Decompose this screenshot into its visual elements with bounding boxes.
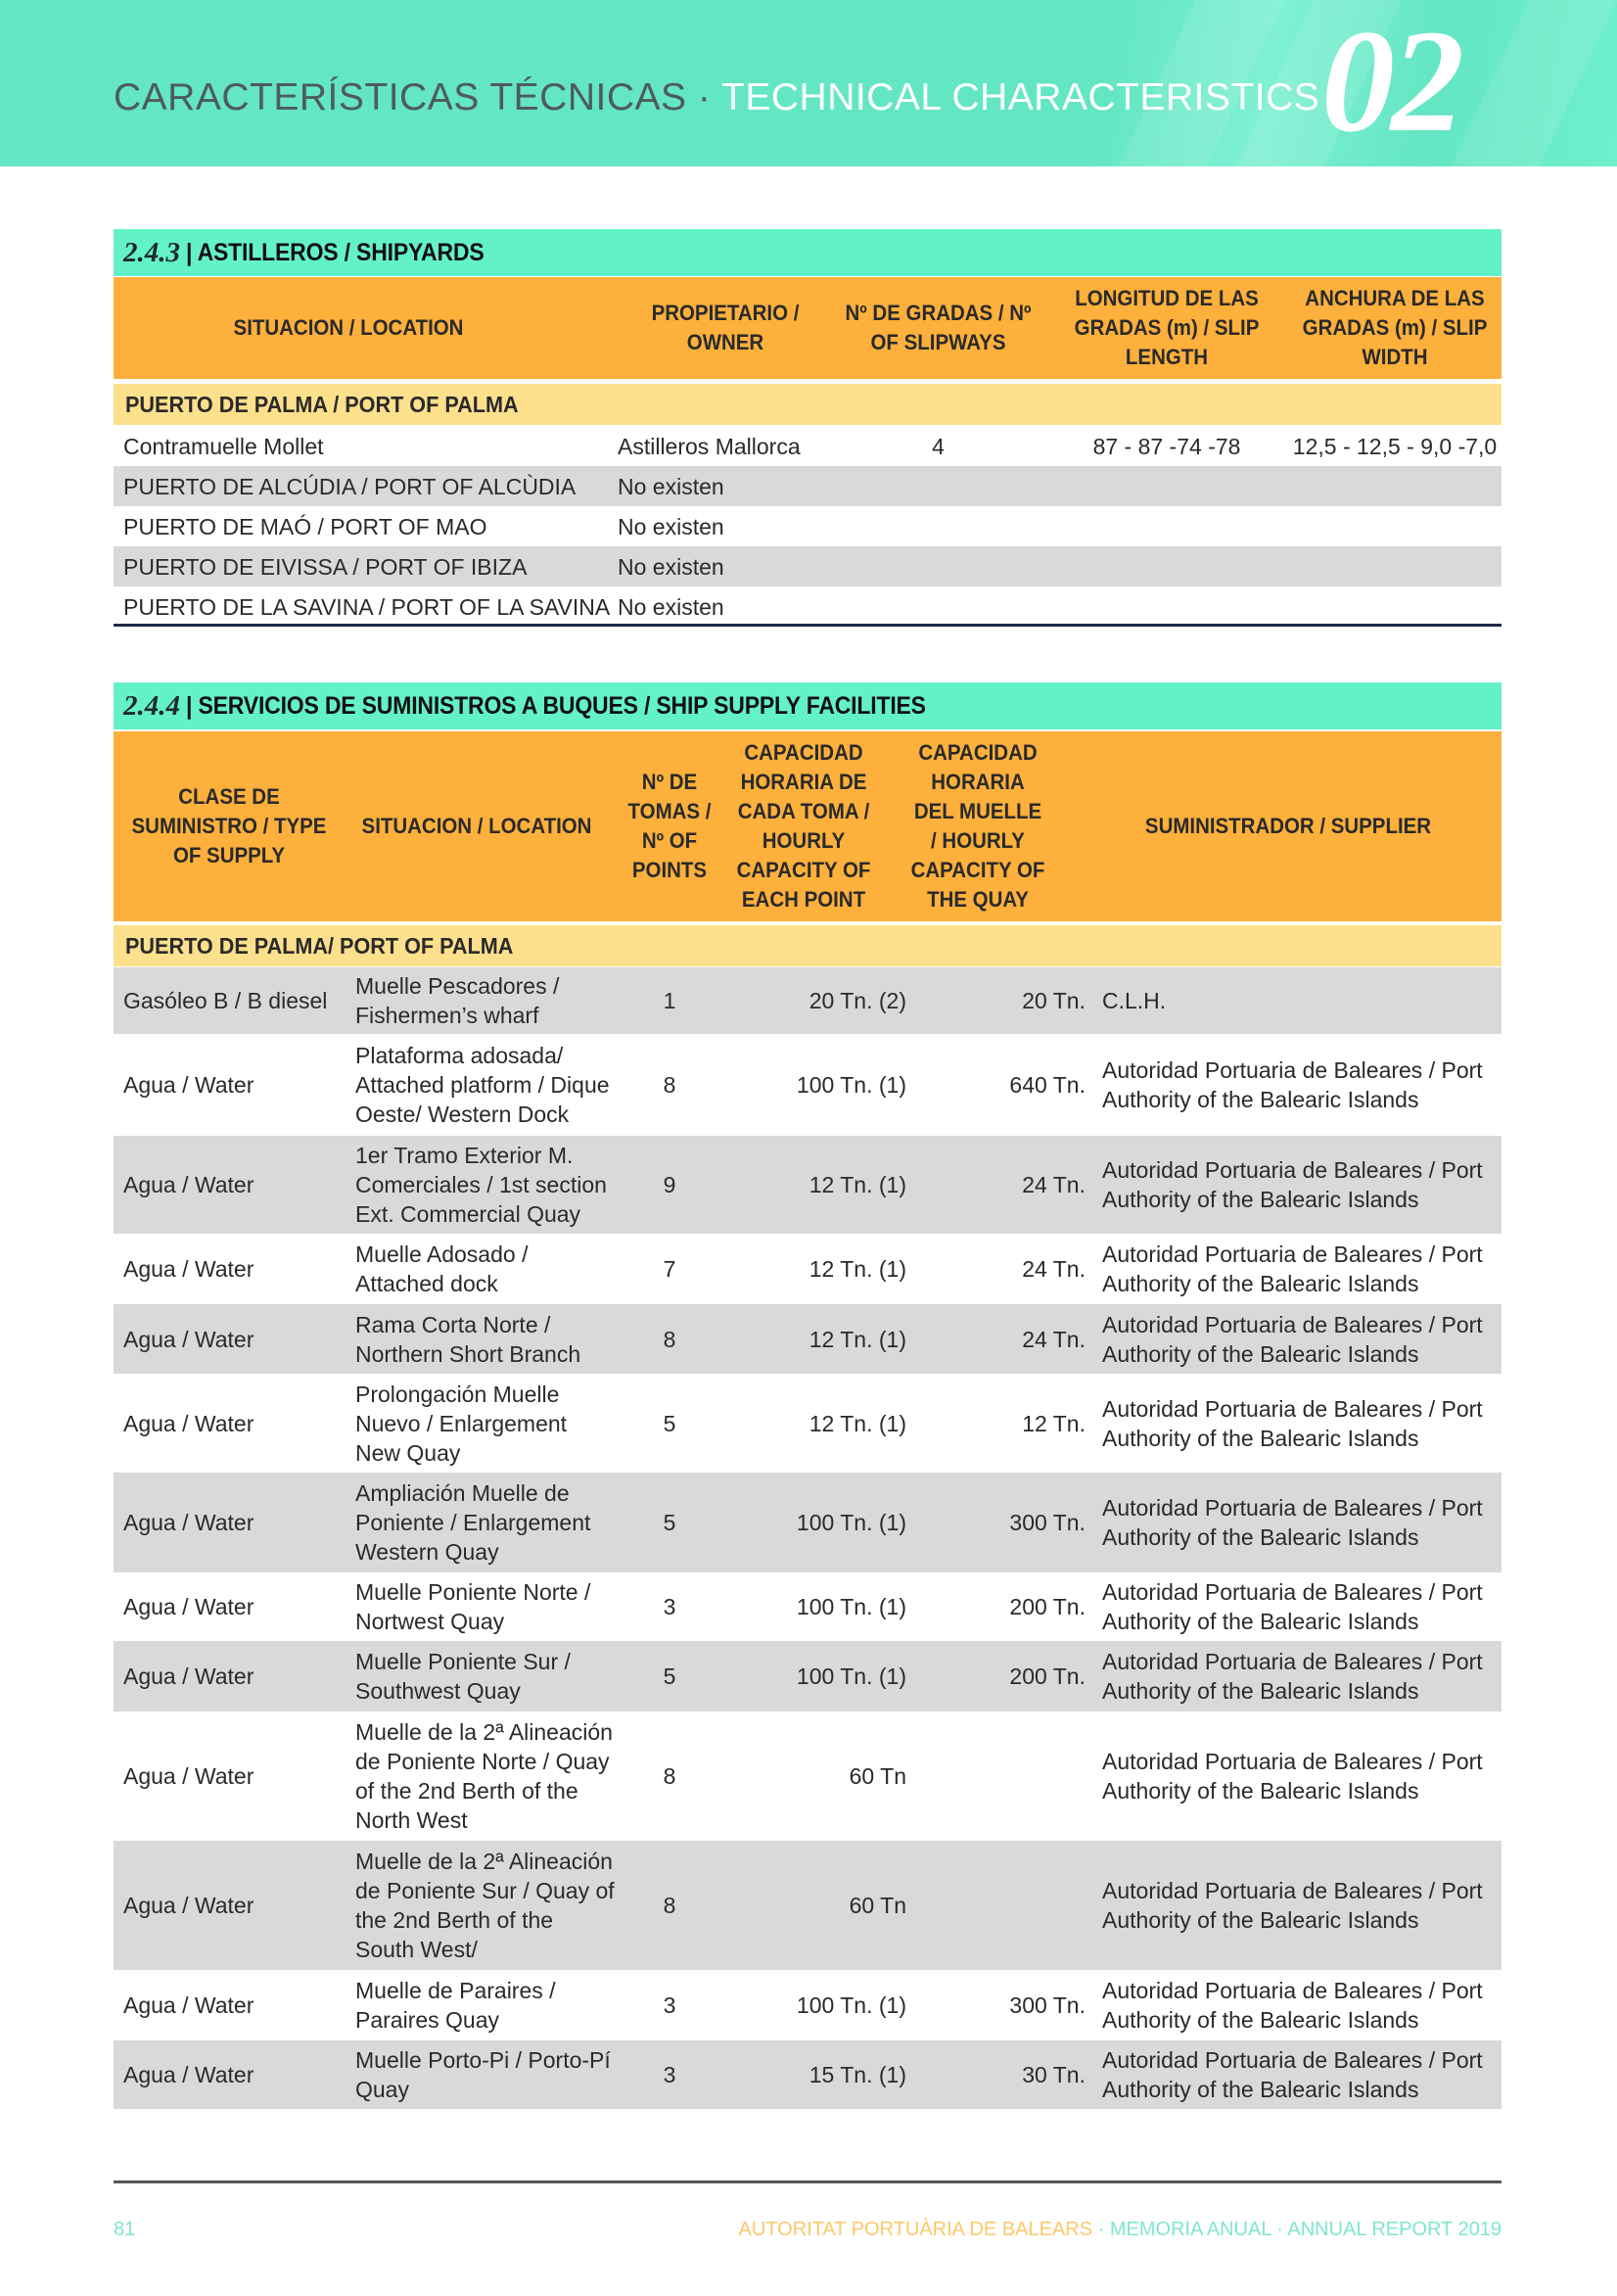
cell-location: 1er Tramo Exterior M. Comerciales / 1st section Ext. Commercial Quay [355,1143,607,1227]
cell-width [1284,546,1505,586]
cell-location: Muelle de la 2ª Alineación de Poniente Norte / Quay of the 2nd Berth of the North West [355,1719,613,1833]
table-row [114,967,1502,1034]
col-header-point-capacity: CAPACIDAD HORARIA DE CADA TOMA / HOURLY CAPACITY OF EACH POINT [736,740,871,912]
table-row [114,2040,1502,2109]
cell-location: Ampliación Muelle de Poniente / Enlargement Western Quay [355,1480,591,1565]
cell-quay-capacity: 24 Tn. [1022,1256,1086,1282]
cell-points: 5 [663,1510,676,1535]
cell-type: Agua / Water [123,1256,254,1282]
cell-quay-capacity: 20 Tn. [1022,988,1086,1013]
cell-location: PUERTO DE ALCÚDIA / PORT OF ALCÙDIA [123,473,577,499]
cell-point-capacity: 60 Tn [849,1763,906,1789]
table-row [114,1711,1502,1841]
cell-supplier: Autoridad Portuaria de Baleares / Port Authority of the Balearic Islands [1102,1649,1483,1704]
cell-owner: Astilleros Mallorca [618,433,801,459]
table-row [114,1572,1502,1641]
cell-width [1284,586,1505,627]
port-group-label: PUERTO DE PALMA / PORT OF PALMA [125,391,519,417]
cell-points: 3 [663,2062,676,2087]
cell-type: Agua / Water [123,1992,254,2018]
cell-type: Agua / Water [123,1410,254,1436]
table-row [114,1136,1502,1234]
cell-type: Agua / Water [123,1763,254,1789]
cell-location: Contramuelle Mollet [123,433,324,459]
cell-slipways [833,546,1043,586]
cell-point-capacity: 100 Tn. (1) [796,1992,906,2018]
cell-owner: No existen [618,593,724,620]
cell-point-capacity: 60 Tn [849,1893,906,1918]
cell-points: 7 [663,1256,676,1282]
cell-points: 8 [663,1893,676,1918]
col-header-slip-width: ANCHURA DE LAS GRADAS (m) / SLIP WIDTH [1302,286,1488,369]
cell-supplier: Autoridad Portuaria de Baleares / Port Authority of the Balearic Islands [1102,1395,1483,1451]
col-header-type: CLASE DE SUMINISTRO / TYPE OF SUPPLY [131,784,327,867]
cell-point-capacity: 100 Tn. (1) [796,1072,906,1098]
cell-owner: No existen [618,553,724,580]
cell-point-capacity: 12 Tn. (1) [808,1410,906,1436]
cell-slipways [833,466,1043,506]
port-group-palma [114,925,1502,966]
cell-slipways: 4 [932,433,945,459]
cell-supplier: Autoridad Portuaria de Baleares / Port Authority of the Balearic Islands [1102,1057,1483,1112]
cell-location: Muelle Poniente Sur / Southwest Quay [355,1649,571,1704]
title-separator: · [697,76,712,118]
cell-length [1051,506,1282,546]
table-row [114,1473,1502,1572]
shipyards-table-header [114,277,1502,379]
table-row [114,1374,1502,1473]
cell-width [1284,466,1505,506]
table-row [114,1304,1502,1374]
cell-points: 5 [663,1410,676,1436]
col-header-supplier: SUMINISTRADOR / SUPPLIER [1144,814,1432,838]
cell-supplier: Autoridad Portuaria de Baleares / Port Authority of the Balearic Islands [1102,1495,1483,1550]
cell-point-capacity: 100 Tn. (1) [796,1594,906,1619]
cell-length [1051,466,1282,506]
table-row [114,506,1502,546]
cell-supplier: Autoridad Portuaria de Baleares / Port Authority of the Balearic Islands [1102,1978,1483,2033]
cell-points: 3 [663,1992,676,2018]
cell-points: 1 [663,988,676,1013]
cell-supplier: Autoridad Portuaria de Baleares / Port Authority of the Balearic Islands [1102,1579,1483,1634]
section-title: | SERVICIOS DE SUMINISTROS A BUQUES / SHIP SUPPLY FACILITIES [186,691,926,720]
cell-location: Muelle de la 2ª Alineación de Poniente Sur / Quay of the 2nd Berth of the South West/ [355,1849,615,1962]
cell-quay-capacity [941,1841,1086,1970]
cell-slipways [833,586,1043,627]
col-header-slipways: Nº DE GRADAS / Nº OF SLIPWAYS [845,301,1032,354]
cell-type: Agua / Water [123,1663,254,1689]
cell-quay-capacity: 200 Tn. [1009,1663,1086,1689]
cell-supplier: Autoridad Portuaria de Baleares / Port Authority of the Balearic Islands [1102,1242,1483,1296]
table-row [114,1970,1502,2040]
cell-point-capacity: 100 Tn. (1) [796,1510,906,1535]
cell-supplier: Autoridad Portuaria de Baleares / Port Authority of the Balearic Islands [1102,1749,1483,1804]
cell-quay-capacity: 300 Tn. [1009,1510,1086,1535]
cell-type: Agua / Water [123,1510,254,1535]
cell-point-capacity: 20 Tn. (2) [808,988,906,1013]
chapter-number: 02 [1321,0,1460,163]
supply-table-header [114,731,1502,921]
cell-quay-capacity: 30 Tn. [1022,2062,1086,2087]
footer-org: AUTORITAT PORTUÀRIA DE BALEARS [738,2219,1093,2240]
cell-supplier: C.L.H. [1102,988,1167,1013]
page-title [114,76,1319,119]
cell-points: 8 [663,1072,676,1098]
section-number: 2.4.3 [123,236,180,268]
cell-quay-capacity: 200 Tn. [1009,1594,1086,1619]
footer-text [621,2219,1502,2241]
col-header-location: SITUACION / LOCATION [361,814,592,838]
cell-type: Agua / Water [123,1326,254,1352]
cell-supplier: Autoridad Portuaria de Baleares / Port Authority of the Balearic Islands [1102,2047,1483,2102]
cell-points: 8 [663,1326,676,1352]
cell-location: PUERTO DE LA SAVINA / PORT OF LA SAVINA [123,593,611,620]
cell-quay-capacity [941,1711,1086,1841]
table-row [114,1841,1502,1970]
cell-type: Agua / Water [123,1172,254,1197]
cell-type: Agua / Water [123,2062,254,2087]
cell-length [1051,546,1282,586]
col-header-location: SITUACION / LOCATION [233,315,464,340]
section-title: | ASTILLEROS / SHIPYARDS [186,238,485,266]
port-group-palma [114,384,1502,425]
cell-supplier: Autoridad Portuaria de Baleares / Port Authority of the Balearic Islands [1102,1878,1483,1933]
col-header-points: Nº DE TOMAS / Nº OF POINTS [627,770,712,882]
cell-owner: No existen [618,513,724,539]
cell-owner: No existen [618,473,724,499]
col-header-slip-length: LONGITUD DE LAS GRADAS (m) / SLIP LENGTH [1074,286,1260,369]
cell-length [1051,586,1282,627]
section-title-shipyards [114,229,1502,276]
section-number: 2.4.4 [123,689,180,722]
footer-rule [114,2180,1502,2183]
cell-quay-capacity: 24 Tn. [1022,1326,1086,1352]
cell-location: Muelle Poniente Norte / Nortwest Quay [355,1579,591,1634]
cell-point-capacity: 12 Tn. (1) [808,1256,906,1282]
cell-point-capacity: 12 Tn. (1) [808,1326,906,1352]
table-row [114,546,1502,586]
cell-location: Plataforma adosada/ Attached platform / Dique Oeste/ Western Dock [355,1043,610,1127]
cell-type: Agua / Water [123,1072,254,1098]
cell-location: Muelle Adosado / Attached dock [355,1242,529,1296]
header-band [0,0,1617,166]
table-row [114,1234,1502,1304]
table-row [114,426,1502,466]
cell-type: Agua / Water [123,1594,254,1619]
table-row [114,466,1502,506]
cell-location: Muelle Porto-Pi / Porto-Pí Quay [355,2047,611,2102]
page-number: 81 [114,2219,136,2240]
cell-quay-capacity: 24 Tn. [1022,1172,1086,1197]
cell-supplier: Autoridad Portuaria de Baleares / Port Authority of the Balearic Islands [1102,1157,1483,1212]
cell-quay-capacity: 300 Tn. [1009,1992,1086,2018]
cell-slipways [833,506,1043,546]
cell-location: Muelle de Paraires / Paraires Quay [355,1978,556,2033]
cell-quay-capacity: 640 Tn. [1009,1072,1086,1098]
cell-location: Rama Corta Norte / Northern Short Branch [355,1311,581,1367]
col-header-quay-capacity: CAPACIDAD HORARIA DEL MUELLE / HOURLY CAPACITY OF THE QUAY [910,740,1045,912]
table-row [114,1036,1502,1134]
cell-location: PUERTO DE EIVISSA / PORT OF IBIZA [123,553,528,580]
cell-type: Gasóleo B / B diesel [123,988,328,1013]
cell-location: Muelle Pescadores / Fishermen’s wharf [355,973,560,1028]
cell-points: 8 [663,1763,676,1789]
port-group-label: PUERTO DE PALMA/ PORT OF PALMA [125,932,514,959]
section-title-supply [114,682,1502,729]
cell-point-capacity: 12 Tn. (1) [808,1172,906,1197]
cell-supplier: Autoridad Portuaria de Baleares / Port Authority of the Balearic Islands [1102,1311,1483,1367]
table-row [114,586,1502,627]
cell-points: 3 [663,1594,676,1619]
cell-point-capacity: 100 Tn. (1) [796,1663,906,1689]
page-title-es: CARACTERÍSTICAS TÉCNICAS [114,76,687,118]
cell-length: 87 - 87 -74 -78 [1092,433,1241,459]
footer-report: · MEMORIA ANUAL · ANNUAL REPORT 2019 [1097,2219,1502,2240]
page-title-en: TECHNICAL CHARACTERISTICS [721,76,1320,118]
cell-point-capacity: 15 Tn. (1) [808,2062,906,2087]
cell-width [1284,506,1505,546]
cell-points: 5 [663,1663,676,1689]
cell-width: 12,5 - 12,5 - 9,0 -7,0 [1292,433,1498,459]
col-header-owner: PROPIETARIO / OWNER [651,301,800,354]
cell-location: Prolongación Muelle Nuevo / Enlargement New Quay [355,1381,568,1466]
cell-points: 9 [663,1172,676,1197]
table-bottom-rule [114,624,1502,627]
cell-quay-capacity: 12 Tn. [1022,1410,1086,1436]
table-row [114,1641,1502,1711]
cell-location: PUERTO DE MAÓ / PORT OF MAO [123,513,487,539]
cell-type: Agua / Water [123,1893,254,1918]
